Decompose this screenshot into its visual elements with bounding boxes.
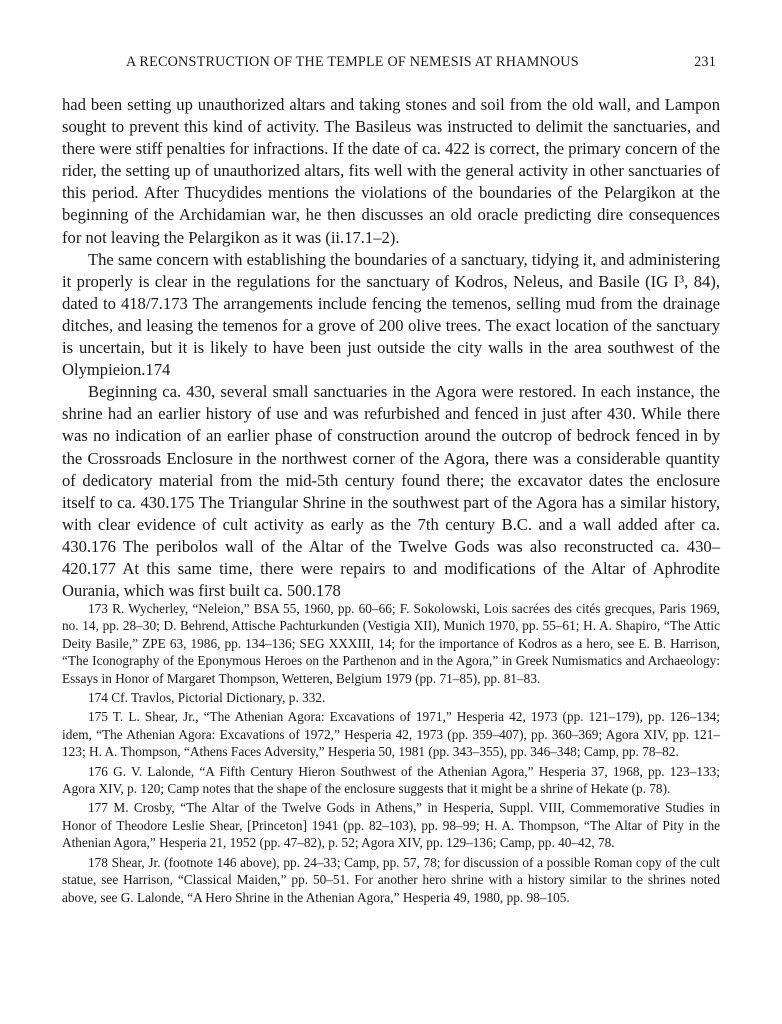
footnote-178: 178 Shear, Jr. (footnote 146 above), pp. 24–33; Camp, pp. 57, 78; for discussion of a possible Roman copy of the cult statue, see Harrison, “Classical Maiden,” pp. 50–51. For another hero shrine with a history similar to the shrines noted above, see G. Lalonde, “A Hero Shrine in the Athenian Agora,” Hesperia 49, 1980, pp. 98–105. [62,854,720,905]
footnote-177: 177 M. Crosby, “The Altar of the Twelve Gods in Athens,” in Hesperia, Suppl. VIII, Commemorative Studies in Honor of Theodore Leslie Shear, [Princeton] 1941 (pp. 82–103), pp. 98–99; H. A. Thompson, “The Altar of Pity in the Athenian Agora,” Hesperia 21, 1952 (pp. 47–82), p. 52; Agora XIV, pp. 129–136; Camp, pp. 40–42, 78. [62,800,720,851]
footnote-173: 173 R. Wycherley, “Neleion,” BSA 55, 1960, pp. 60–66; F. Sokolowski, Lois sacrées des cités grecques, Paris 1969, no. 14, pp. 28–30; D. Behrend, Attische Pachturkunden (Vestigia XII), Munich 1970, pp. 55–61; H. A. Shapiro, “The Attic Deity Basile,” ZPE 63, 1986, pp. 134–136; SEG XXXIII, 14; for the importance of Kodros as a hero, see E. B. Harrison, “The Iconography of the Eponymous Heroes on the Parthenon and in the Agora,” in Greek Numismatics and Archaeology: Essays in Honor of Margaret Thompson, Wetteren, Belgium 1979 (pp. 71–85), pp. 81–83. [62,601,720,686]
paragraph-1: had been setting up unauthorized altars and taking stones and soil from the old wall, and Lampon sought to prevent this kind of activity. The Basileus was instructed to delimit the sanctuaries, and there were stiff penalties for infractions. If the date of ca. 422 is correct, the primary concern of the rider, the setting up of unauthorized altars, fits well with the general activity in other sanctuaries of this period. After Thucydides mentions the violations of the boundaries of the Pelargikon at the beginning of the Archidamian war, he then discusses an old oracle predicting dire consequences for not leaving the Pelargikon as it was (ii.17.1–2). [62,95,720,247]
paragraph-2: The same concern with establishing the boundaries of a sanctuary, tidying it, and administering it properly is clear in the regulations for the sanctuary of Kodros, Neleus, and Basile (IG I³, 84), dated to 418/7.173 The arrangements include fencing the temenos, selling mud from the drainage ditches, and leasing the temenos for a grove of 200 olive trees. The exact location of the sanctuary is uncertain, but it is likely to have been just outside the city walls in the area southwest of the Olympieion.174 [62,249,720,380]
paragraph-3: Beginning ca. 430, several small sanctuaries in the Agora were restored. In each instance, the shrine had an earlier history of use and was refurbished and fenced in just after 430. While there was no indication of an earlier phase of construction around the outcrop of bedrock fenced in by the Crossroads Enclosure in the northwest corner of the Agora, there was a considerable quantity of dedicatory material from the mid-5th century found there; the excavator dates the enclosure itself to ca. 430.175 The Triangular Shrine in the southwest part of the Agora has a similar history, with clear evidence of cult activity as early as the 7th century B.C. and a wall added after ca. 430.176 The peribolos wall of the Altar of the Twelve Gods was also reconstructed ca. 430–420.177 At this same time, there were repairs to and modifications of the Altar of Aphrodite Ourania, which was first built ca. 500.178 [62,382,720,601]
page-number: 231 [694,54,716,70]
footnote-174: 174 Cf. Travlos, Pictorial Dictionary, p. 332. [88,690,326,706]
footnote-176: 176 G. V. Lalonde, “A Fifth Century Hieron Southwest of the Athenian Agora,” Hesperia 37, 1968, pp. 123–133; Agora XIV, p. 120; Camp notes that the shape of the enclosure suggests that it might be a shrine of Hekate (p. 78). [62,763,720,797]
running-title: A RECONSTRUCTION OF THE TEMPLE OF NEMESIS AT RHAMNOUS [126,54,579,70]
footnote-175: 175 T. L. Shear, Jr., “The Athenian Agora: Excavations of 1971,” Hesperia 42, 1973 (pp. 121–179), pp. 126–134; idem, “The Athenian Agora: Excavations of 1972,” Hesperia 42, 1973 (pp. 359–407), pp. 360–369; Agora XIV, pp. 121–123; H. A. Thompson, “Athens Faces Adversity,” Hesperia 50, 1981 (pp. 343–355), pp. 346–348; Camp, pp. 78–82. [62,709,720,760]
main-text [62,94,720,602]
footnotes [62,600,720,908]
running-header [62,54,716,76]
